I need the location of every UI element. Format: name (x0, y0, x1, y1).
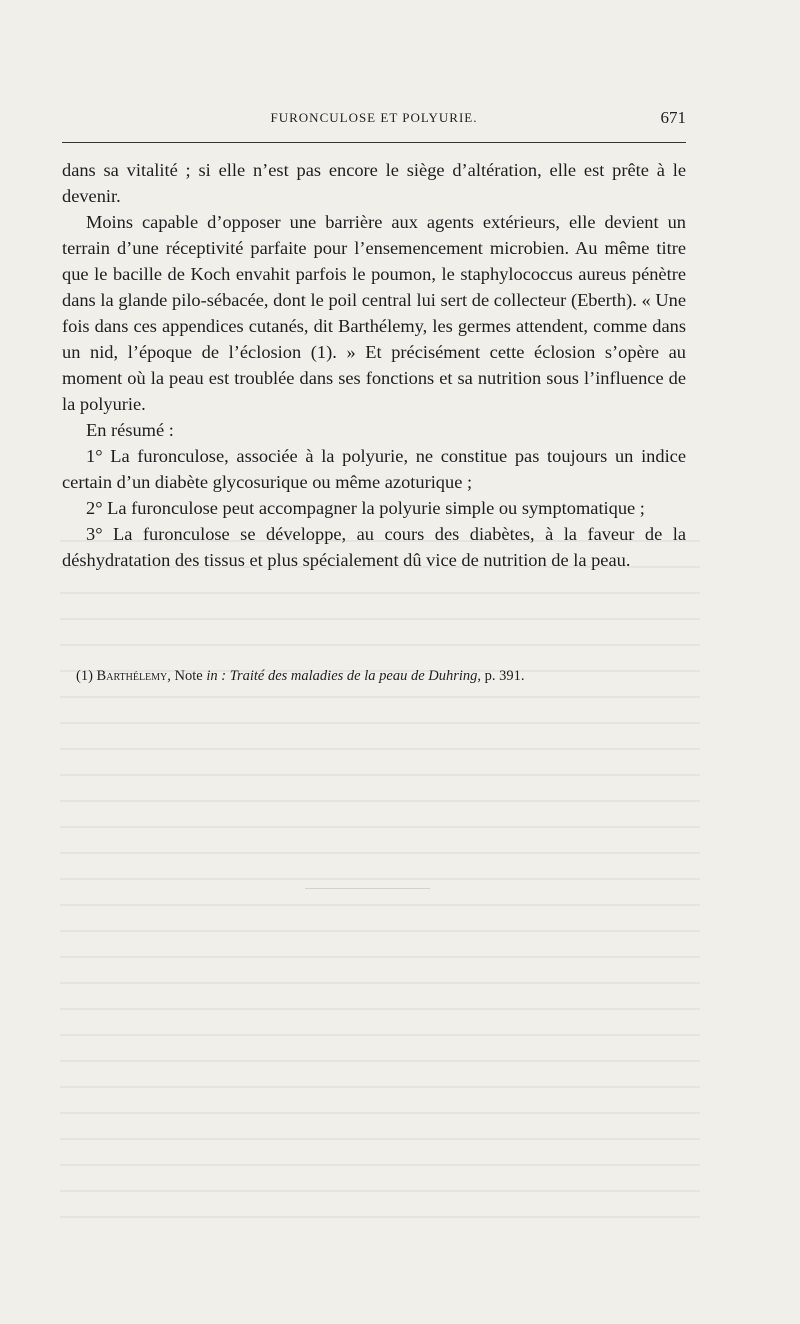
footnote-page: p. 391. (484, 668, 525, 684)
paragraph-continuation: dans sa vitalité ; si elle n’est pas encore le siège d’altération, elle est prête à le devenir. (62, 160, 686, 206)
show-through-texture (60, 540, 700, 1220)
page-header (62, 108, 686, 130)
footnote-in: in : (206, 668, 227, 684)
conclusion-1: 1° La furonculose, associée à la polyurie, ne constitue pas toujours un indice certain d’un diabète glycosurique ou même azoturique ; (62, 446, 686, 492)
footnote-note: , Note (167, 668, 203, 684)
conclusion-2: 2° La furonculose peut accompagner la polyurie simple ou symptomatique ; (86, 498, 645, 518)
footnote-marker: (1) (76, 668, 93, 684)
footnote-author: Barthélemy (96, 668, 168, 684)
footnote-title: Traité des maladies de la peau de Duhring, (229, 668, 482, 684)
show-through-rule (305, 888, 430, 889)
page-number: 671 (660, 108, 686, 127)
paragraph-microbial: Moins capable d’opposer une barrière aux agents extérieurs, elle devient un terrain d’une réceptivité parfaite pour l’ensemencement microbien. Au même titre que le bacille de Koch envahit parfois le poumon, le staphylococcus aureus pénètre dans la glande pilo-sébacée, dont le poil central lui sert de collecteur (Eberth). « Une fois dans ces appendices cutanés, dit Barthélemy, les germes attendent, comme dans un nid, l’époque de l’éclosion (1). » Et précisément cette éclosion s’opère au moment où la peau est troublée dans ses fonctions et sa nutrition sous l’influence de la polyurie. (62, 212, 686, 414)
conclusion-3: 3° La furonculose se développe, au cours des diabètes, à la faveur de la déshydratation des tissus et plus spécialement dû vice de nutrition de la peau. (62, 524, 686, 570)
running-title: FURONCULOSE ET POLYURIE. (270, 110, 478, 125)
paragraph-summary-heading: En résumé : (86, 420, 174, 440)
header-rule (62, 142, 686, 143)
footnote (62, 666, 686, 686)
body-text (62, 157, 686, 573)
